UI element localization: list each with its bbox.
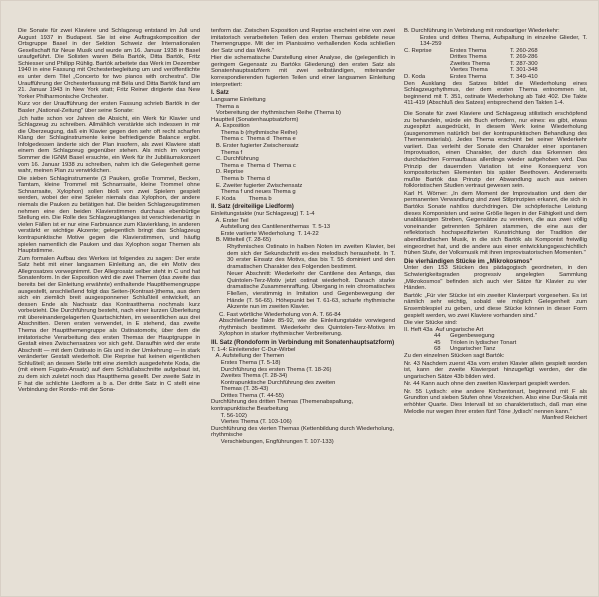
piece-list-heading: II. Heft 43a Auf ungarische Art: [404, 326, 484, 333]
paragraph: Zu den einzelnen Stücken sagt Bartók:: [404, 352, 505, 359]
analysis-line: Thema f: [211, 149, 243, 156]
piece-title: Triolen in lydischer Tonart: [450, 339, 517, 346]
analysis-line: B. Erster fugierter Zwischensatz: [211, 143, 299, 150]
section-heading: Die vierhändigen Stücke im „Mikrokosmos": [404, 257, 533, 265]
analysis-line: C. Durchführung: [211, 156, 259, 163]
piece-title: Ungarischer Tanz: [450, 346, 496, 353]
analysis-line: A. Erster Teil: [211, 217, 249, 224]
bar-range: T. 287-300: [510, 60, 538, 67]
analysis-line: Verschiebungen, Engführungen T. 107-133): [211, 438, 334, 445]
analysis-line: Thema c Thema d Thema e: [211, 136, 296, 143]
analysis-line: B. Durchführung in Verbindung mit rondoartiger Wiederkehr:: [404, 28, 560, 34]
bar-range: T. 301-348: [510, 67, 538, 74]
piece-row: [404, 346, 587, 353]
analysis-line: F. Koda Thema b: [211, 195, 272, 202]
section-heading: III. Satz (Rondoform in Verbindung mit Sonatenhauptsatzform): [211, 339, 395, 347]
analysis-line: Kontrapunktische Durchführung des zweiten: [211, 379, 336, 386]
column-left: [18, 28, 200, 394]
theme-name: Zweites Thema: [450, 60, 490, 67]
column-right: [404, 28, 587, 422]
koda-row: [404, 74, 587, 81]
reprise-row: [404, 67, 587, 74]
analysis-line: Erstes und drittes Thema, Aufspaltung in einzelne Glieder, T. 134-259: [420, 34, 587, 48]
paragraph: Bartók: „Für vier Stücke ist ein zweiter Klavierpart vorgesehen. Es ist nämlich sehr wichtig, sobald wie möglich Gelegenheit zum Ensemblespiel zu geben, und diese Stücke können in dieser Form gespielt werden, wo zwei Klaviere vorhanden sind.": [404, 292, 587, 319]
paragraph: tenform dar. Zwischen Exposition und Reprise erscheint eine von zwei imitatorisch verarbeiteten Teilen des ersten Themas gebildete neue Themengruppe. Mit der im Pianissimo verhallenden Koda schließen der Satz und das Werk.": [211, 28, 395, 54]
analysis-line: Viertes Thema (T. 103-106): [211, 419, 292, 426]
paragraph: Zum formalen Aufbau des Werkes ist folgendes zu sagen: Der erste Satz hebt mit einer langsamen Einleitung an, die ein Motiv des Allegrosatzes vorwegnimmt. Der Allegrosatz selber steht in C und hat Sonatenform. In der Exposition wird die zwei Themen (das zweite das bereits bei der Einleitung erwähnte) enthaltende Hauptthemengruppe ausgestellt, anschließend folgt das Seiten-(Kontrast-)thema, aus dem sich ein ziemlich breit ausgesponnener Schlußteil entwickelt, an dessen Ende als Nachsatz das Kontrastthema nochmals kurz vorbeizieht. Die Durchführung besteht, nach einer kurzen Überleitung mit übereinandergelagerten Quartschichten, im wesentlichen aus drei Abschnitten. Deren ersten verwendet, in E stehend, das zweite Thema der Hauptthemengruppe als Ostinatomotiv, über dem die imitatorische Verarbeitung des ersten Themas der Hauptgruppe in Gestalt eines Zwischensatzes vor sich geht. Daraufhin wird der erste Abschnitt — mit dem Ostinato in Gis und in der Umkehrung — in stark veränderter Gestalt wiederholt. Die Reprise hat keinen eigentlichen Schlußteil; an dessen Stelle tritt eine ziemlich ausgedehnte Koda, die (mit einem Fugato-Ansatz) auf dem Schlußabschnitte aufgebaut ist, zu dem sich zuletzt noch das Hauptthema gesellt. Der zweite Satz in F hat die schlichte Liedform a b a. Der dritte Satz in C stellt eine Verbindung der Rondo- mit der Sona-: [18, 255, 200, 394]
bar-range: T. 349-410: [510, 74, 538, 81]
theme-name: Drittes Thema: [450, 54, 487, 61]
paragraph: Den Ausklang des Satzes bildet die Wiederholung eines Schlagzeugrhythmus, der dem ersten Thema entnommen ist, beginnend mit T. 351, ostinate Wiederholung ab Takt 402. Die Takte 411-419 (Abschluß des Satzes) entsprechend den Takten 1-4.: [404, 80, 587, 107]
analysis-line: Thema e Thema d Thema c: [211, 162, 296, 169]
paragraph: Hier die schematische Darstellung einer Analyse, die (gelegentlich in geringem Gegensatz zu Bartóks Gliederung) den ersten Satz als Sonatenhauptsatzform mit zwei selbständigen, miteinander korrespondierenden fugierten Teilen und einer langsamen Einleitung interpretiert:: [211, 55, 395, 88]
analysis-line: A. Exposition: [211, 123, 250, 130]
paragraph: Die Sonate für zwei Klaviere und Schlagzeug stilistisch erschöpfend zu behandeln, würde ein Buch erfordern, nur eines: es gibt, etwas zugespitzt ausgedrückt, in diesem Werk keine Wiederholung (ausgenommen natürlich bei der kontrapunktischen Behandlung des Themenmaterials). Jedes Thema erscheint bei seiner Wiederkehr variiert. Das verleiht der Sonate den Charakter einer spontanen Improvisation, einen Charakter, der durch das Erkennen des durchdachten Formaufbaus allerdings wieder aufgehoben wird. Das Prinzip der dauernden Variation ist eine Konsequenz von kompositorischen Elementen bis später Beethoven. Andererseits mußte Bartók das Prinzip der Abwandlung auch aus seinen folkloristischen Studien vertraut gewesen sein.: [404, 110, 587, 190]
analysis-line: B. Mittelteil (T. 28-65): [211, 237, 272, 244]
section-heading: II. Satz (dreiteilige Liedform): [211, 203, 294, 211]
analysis-line: E. Zweiter fugierter Zwischensatz: [211, 182, 303, 189]
reprise-label: C. Reprise: [404, 47, 432, 54]
analysis-line: Aufstellung des Cantilenenthemas T. 5-13: [211, 224, 331, 231]
analysis-line: A. Aufstellung der Themen: [211, 353, 285, 360]
piece-title: Gegenbewegung: [450, 333, 495, 340]
analysis-line: Durchführung des ersten Thema (T. 18-26): [211, 366, 332, 373]
paragraph: Karl H. Wörner: „In dem Moment der Improvisation und dem der permanenten Verwandlung sind zwei Stilprinzipien erkannt, die sich in Bartóks Sonate nahtlos durchdringen. Die schöpferische Leistung dieses Komponisten und seine Größe liegen in der Fähigkeit und dem unablässigen Streben, Gegensätze zu vereinen, die aus zwei völlig voneinander getrennten Sphären stammen, die eine aus der reflektorisch hochspezifizierten Kunstrichtung der Tradition der abendländischen Musik, in die sich Bartók als Komponist freiwillig eingeordnet hat, und die andere aus einer entwicklungsgeschichtlich frühen Stufe, der Volksmusik mit ihren improvisatorischen Momenten.": [404, 190, 587, 257]
bar-range: T. 260-268: [510, 47, 538, 54]
paragraph: Die sieben Schlaginstrumente (3 Pauken, große Trommel, Becken, Tamtam, kleine Trommel mit Schnarrsaite, kleine Trommel ohne Schnarrsaite, Xylophon) sollen bloß von zwei Spielern gespielt werden, wobei der eine Spieler niemals das Xylophon, der andere niemals die Pauken zu betätigen hat. Die beiden Schlagzeugstimmen nehmen eine den beiden Klavierstimmen durchaus ebenbürtige Stellung ein. Die Rolle des Schlagzeugklanges ist verschiedenartig: in vielen Fällen ist er nur eine Farbnuance zum Klavierklang, in anderen verstärkt er wichtige Akzente; gelegentlich bringt das Schlagzeug kontrapunktische Motive gegen die Klavierstimmen, und häufig spielen namentlich die Pauken und das Xylophon sogar Themen als Hauptstimme.: [18, 175, 200, 255]
paragraph: Nr. 44 Kann auch ohne den zweiten Klavierpart gespielt werden.: [404, 381, 571, 388]
author-signature: Manfred Reichert: [542, 415, 587, 422]
analysis-line: Zweites Thema (T. 28-34): [211, 373, 288, 380]
analysis-line: Themas (T. 35-43): [211, 386, 269, 393]
analysis-line: Vorbereitung der rhythmischen Reihe (Thema b): [211, 110, 341, 117]
reprise-row: [404, 61, 587, 68]
theme-name: Erstes Thema: [450, 47, 487, 54]
analysis-line: Durchführung des vierten Themas (Kettenbildung durch Wiederholung, rhythmische: [211, 425, 395, 439]
paragraph: Unter den 153 Stücken des pädagogisch geordneten, in den Schwierigkeitsgraden progressiv angelegten Sammlung „Mikrokosmos" befinden sich auch vier Sätze für Klavier zu vier Händen.: [404, 265, 587, 292]
analysis-line: T. 56-102): [211, 412, 247, 419]
analysis-line: Hauptteil (Sonatenhauptsatzform): [211, 116, 299, 123]
paragraph: Nr. 43 Nachdem zuerst 43a vom ersten Klavier allein gespielt worden ist, kann der zweite Klavierpart hinzugefügt werden, der die ungarischen Sätze 43b bilden wird.: [404, 360, 587, 380]
analysis-line: Thema f und neues Thema g: [211, 189, 296, 196]
piece-number: 44: [434, 333, 441, 340]
paragraph: Die Sonate für zwei Klaviere und Schlagzeug entstand im Juli und August 1937 in Budapest. Sie ist eine Auftragskomposition der Ortsgruppe Basel in der Sektion Schweiz der Internationalen Gesellschaft für Neue Musik und wurde am 16. Januar 1938 in Basel uraufgeführt. Die Solisten waren Béla Bartók, Ditta Bartók, Fritz Schiesser und Philipp Rühlig. Bartók arbeitete das Werk im Dezember 1940 in eine Fassung mit Orchesterbegleitung um und veröffentlichte es unter dem Titel „Concerto for two pianos with orchestra". Die Uraufführung der Orchesterfassung mit Béla und Ditta Bartók fand am 21. Januar 1943 in New York statt; Fritz Reiner dirigierte das New Yorker Philharmonische Orchester.: [18, 28, 200, 100]
analysis-line: Thema b (rhythmische Reihe): [211, 129, 298, 136]
theme-name: Viertes Thema: [450, 67, 488, 74]
paragraph: C. Fast wörtliche Wiederholung von A. T. 66-84 Abschließende Takte 85-92, wie die Einleitungstakte vorwiegend rhythmisch bestimmt. Wiederkehr des Quintolen-Terz-Motivs im Xylophon in starker rhythmischer Verbreiterung.: [219, 311, 395, 338]
section-heading: I. Satz: [211, 89, 229, 97]
analysis-line: Thema b Thema d: [211, 175, 270, 182]
paragraph: Rhythmisches Ostinato in halben Noten im zweiten Klavier, bei dem sich der Sekundschritt es-des melodisch heraushebt. In T. 30 erster Einsatz des Motivs, das bis T. 55 dominiert und den dramatischen Charakter des Folgenden bestimmt.: [227, 243, 395, 270]
bar-range: T. 269-286: [510, 54, 538, 61]
koda-label: D. Koda: [404, 74, 426, 81]
paragraph: Die vier Stücke sind:: [404, 320, 458, 327]
analysis-line: Drittes Thema (T. 44-55): [211, 392, 284, 399]
piece-number: 45: [434, 339, 441, 346]
paragraph: Kurz vor der Uraufführung der ersten Fassung schrieb Bartók in der Basler „National-Zeitung" über seine Sonate:: [18, 101, 200, 114]
analysis-line: D. Reprise: [211, 169, 244, 176]
paragraph: Neuer Abschnitt: Wiederkehr der Cantilene des Anfangs, das Quintolen-Terz-Motiv jetzt ostinat wiederholt. Danach starke dramatische Zusammenraffung. Übergang in rein chromatisches Fließen, vierstimmig in Imitation und Gegenbewegung der Hände (T. 56-65). Höhepunkt bei T. 61-63, scharfe rhythmische Akzente nun im zweiten Klavier.: [227, 271, 395, 311]
analysis-line: Erstes Thema (T. 5-18): [211, 359, 281, 366]
analysis-line: Einleitungstakte (nur Schlagzeug) T. 1-4: [211, 211, 315, 218]
theme-name: Erstes Thema: [450, 74, 487, 81]
analysis-line: Langsame Einleitung: [211, 97, 266, 103]
column-middle: [211, 28, 395, 446]
analysis-line: Thema a: [211, 103, 239, 110]
paragraph: „Ich hatte schon vor Jahren die Absicht, ein Werk für Klavier und Schlagzeug zu schreiben. Allmählich verstärkte sich indessen in mir die Überzeugung, daß ein Klavier gegen den sehr oft recht scharfen Klang der Schlaginstrumente keine befriedigende Balance ergibt. Infolgedessen änderte sich der Plan insofern, als zwei Klaviere statt einem dem Schlagzeug gegenüber stehen. Als mich im vorigen Sommer die IGNM Basel ersuchte, ein Werk für ihr Jubiläumskonzert vom 16. Januar 1938 zu schreiben, nahm ich die Gelegenheit gerne wahr, meinen Plan zu verwirklichen.: [18, 115, 200, 175]
piece-row: [404, 340, 587, 347]
reprise-row: [404, 54, 587, 61]
piece-row: [404, 333, 587, 340]
paragraph: Nr. 55 Lydisch: eine andere Kirchentonart, beginnend mit F als Grundton und sieben Stufen ohne Vorzeichen. Also eine Dur-Skala mit erhöhter Quarte. Dies Intervall ist so charakteristisch, daß man eine Melodie nur wegen ihrer ersten fünf Töne ‚lydisch' nennen kann.": [404, 388, 587, 415]
reprise-row: [404, 48, 587, 55]
analysis-line: T. 1-4: Einleitender C-Dur-Wirbel: [211, 346, 296, 353]
analysis-line: Durchführung des dritten Themas (Themenabspaltung, kontrapunktische Bearbeitung: [211, 399, 354, 413]
analysis-line: Erste variierte Wiederholung T. 14-22: [211, 230, 319, 237]
piece-number: 68: [434, 346, 441, 353]
